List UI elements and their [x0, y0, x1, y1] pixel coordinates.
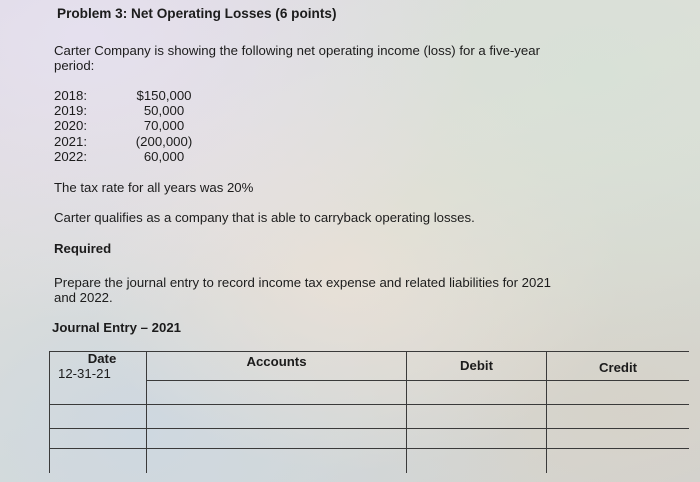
- year-2018: 2018:: [54, 88, 88, 103]
- year-2022: 2022:: [54, 148, 88, 164]
- intro-text-line2: period:: [54, 58, 95, 73]
- table-row: [50, 429, 690, 449]
- amount-2020: 70,000: [143, 118, 185, 134]
- date-cell[interactable]: [50, 449, 147, 474]
- income-years: [54, 88, 87, 164]
- journal-table-container: [49, 351, 689, 473]
- accounts-cell[interactable]: [147, 449, 407, 474]
- instruction-line1: Prepare the journal entry to record income tax expense and related liabilities for 2021: [54, 275, 552, 290]
- debit-cell[interactable]: [407, 381, 547, 405]
- intro-text-line1: Carter Company is showing the following net operating income (loss) for a five-year: [54, 43, 540, 58]
- amount-2021: (200,000): [135, 133, 193, 149]
- credit-cell[interactable]: [547, 429, 690, 449]
- year-2021: 2021:: [54, 133, 88, 149]
- tax-rate-text: The tax rate for all years was 20%: [54, 180, 254, 195]
- debit-cell[interactable]: [407, 449, 547, 474]
- accounts-cell[interactable]: [147, 429, 407, 449]
- year-2019: 2019:: [54, 103, 88, 119]
- credit-cell[interactable]: [547, 405, 690, 429]
- journal-table: [49, 351, 689, 473]
- table-header-row: [50, 352, 690, 381]
- amount-2022: 60,000: [143, 148, 185, 164]
- credit-cell[interactable]: [547, 449, 690, 474]
- date-value: 12-31-21: [58, 366, 111, 381]
- table-row: [50, 449, 690, 474]
- debit-cell[interactable]: [407, 405, 547, 429]
- year-2020: 2020:: [54, 118, 88, 134]
- accounts-header: Accounts: [147, 352, 407, 381]
- date-cell[interactable]: [50, 429, 147, 449]
- instruction-line2: and 2022.: [54, 290, 113, 305]
- debit-header: Debit: [407, 352, 547, 381]
- credit-cell[interactable]: [547, 381, 690, 405]
- accounts-cell[interactable]: [147, 405, 407, 429]
- table-row: [50, 405, 690, 429]
- journal-entry-heading: Journal Entry – 2021: [52, 320, 182, 335]
- date-cell[interactable]: [50, 405, 147, 429]
- date-column-cell[interactable]: [50, 352, 147, 405]
- problem-title: Problem 3: Net Operating Losses (6 points): [57, 6, 337, 21]
- carryback-text: Carter qualifies as a company that is able to carryback operating losses.: [54, 210, 475, 225]
- debit-cell[interactable]: [407, 429, 547, 449]
- required-heading: Required: [54, 241, 112, 256]
- amount-2018: $150,000: [136, 88, 192, 103]
- income-amounts: [118, 88, 210, 164]
- credit-header: Credit: [547, 352, 690, 381]
- accounts-cell[interactable]: [147, 381, 407, 405]
- date-header: Date: [87, 351, 117, 366]
- amount-2019: 50,000: [143, 103, 185, 119]
